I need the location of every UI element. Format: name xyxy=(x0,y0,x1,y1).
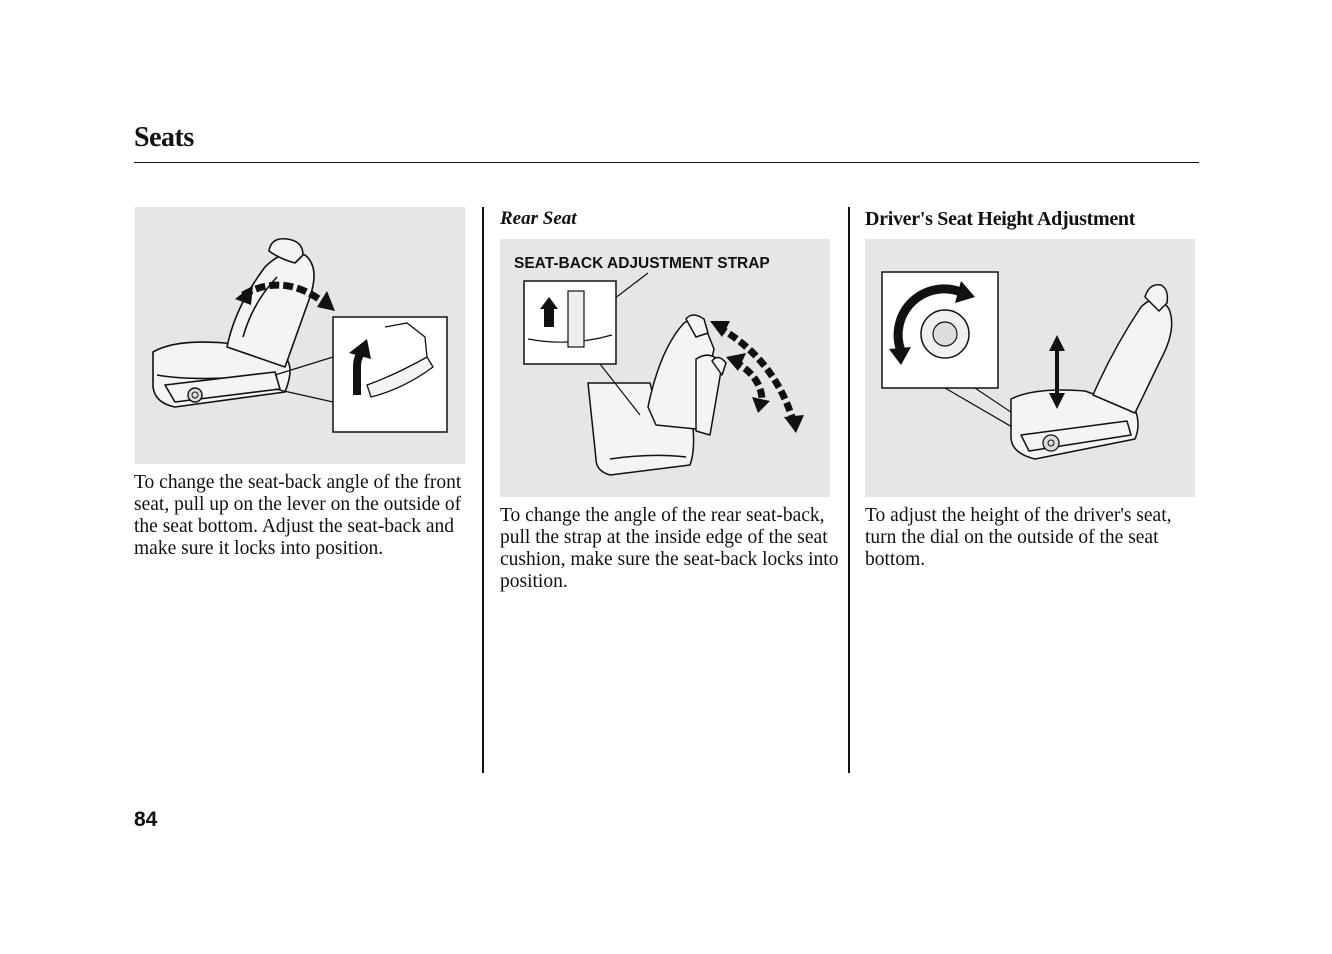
driver-seat-height-instructions: To adjust the height of the driver's seat, turn the dial on the outside of the seat bottom. xyxy=(865,505,1172,570)
rear-seat-drawing xyxy=(500,239,830,497)
page-number: 84 xyxy=(134,808,158,831)
rear-seat-instructions: To change the angle of the rear seat-back, pull the strap at the inside edge of the seat cushion, make sure the seat-back locks into position. xyxy=(500,505,839,592)
front-seat-recline-illustration xyxy=(135,207,465,464)
title-rule xyxy=(134,162,1199,163)
page-title: Seats xyxy=(134,122,194,153)
front-seat-instructions: To change the seat-back angle of the front seat, pull up on the lever on the outside of the seat bottom. Adjust the seat-back and make sure it locks into position. xyxy=(134,472,462,559)
column-divider xyxy=(848,207,850,773)
section-heading-driver-seat-height: Driver's Seat Height Adjustment xyxy=(865,208,1136,230)
rear-seat-strap-illustration xyxy=(500,239,830,497)
driver-seat-drawing xyxy=(865,239,1195,497)
section-heading-rear-seat: Rear Seat xyxy=(500,208,577,229)
driver-seat-height-illustration xyxy=(865,239,1195,497)
figure-callout-label: SEAT-BACK ADJUSTMENT STRAP xyxy=(514,255,770,272)
front-seat-drawing xyxy=(135,207,465,464)
column-divider xyxy=(482,207,484,773)
